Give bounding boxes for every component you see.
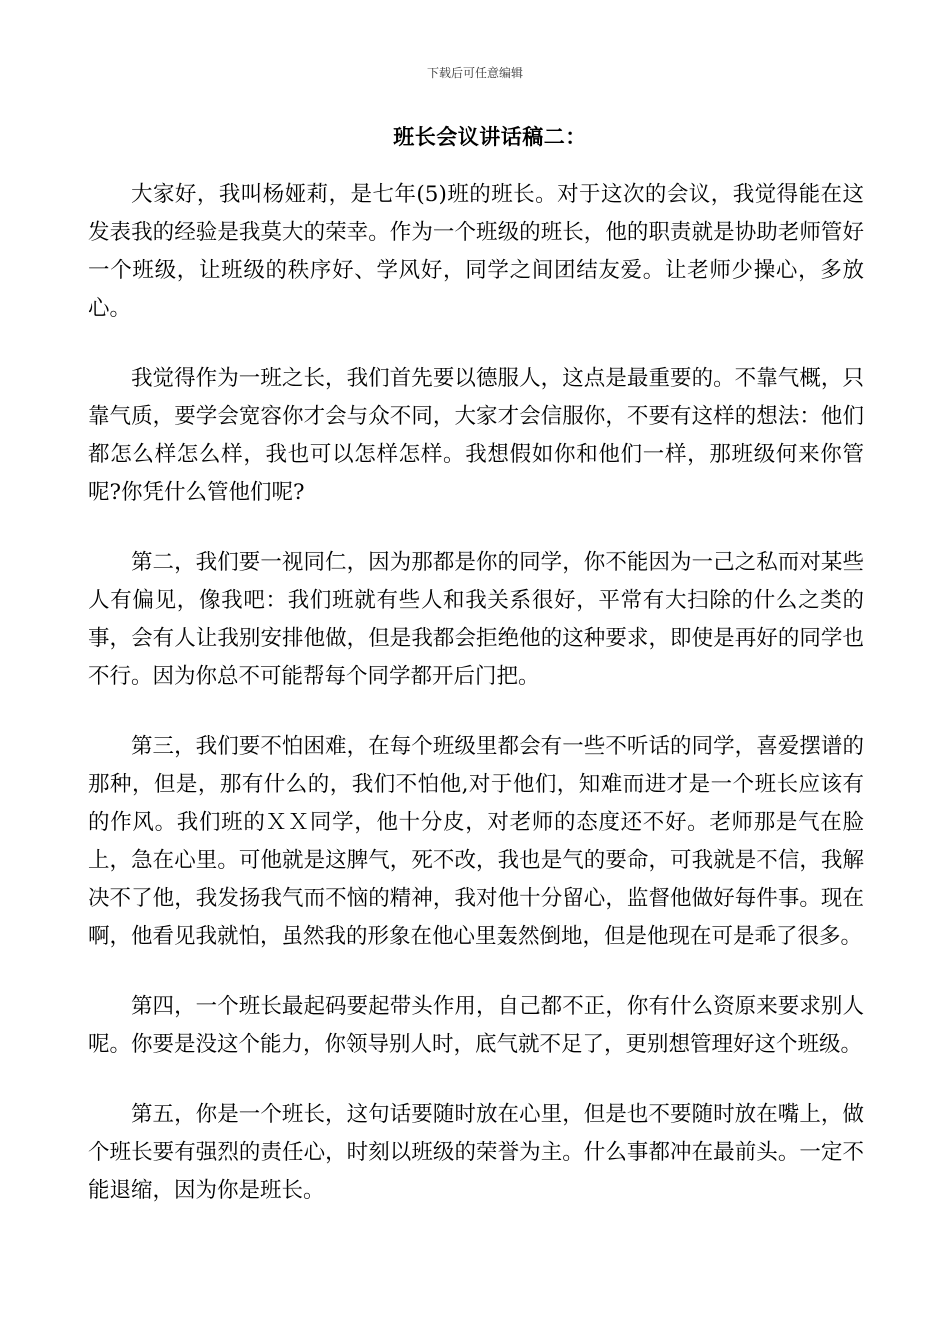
paragraph-6: 第五，你是一个班长，这句话要随时放在心里，但是也不要随时放在嘴上，做个班长要有强烈的责任心，时刻以班级的荣誉为主。什么事都冲在最前头。一定不能退缩，因为你是班长。 <box>88 1102 864 1203</box>
header-note: 下载后可任意编辑 <box>426 66 523 80</box>
document-body <box>88 176 864 1242</box>
paragraph-4: 第三，我们要不怕困难，在每个班级里都会有一些不听话的同学，喜爱摆谱的那种，但是，那有什么的，我们不怕他,对于他们，知难而进才是一个班长应该有的作风。我们班的ＸＸ同学，他十分皮，对老师的态度还不好。老师那是气在脸上，急在心里。可他就是这脾气，死不改，我也是气的要命，可我就是不信，我解决不了他，我发扬我气而不恼的精神，我对他十分留心，监督他做好每件事。现在啊，他看见我就怕，虽然我的形象在他心里轰然倒地，但是他现在可是乖了很多。 <box>88 734 864 949</box>
paragraph-3: 第二，我们要一视同仁，因为那都是你的同学，你不能因为一己之私而对某些人有偏见，像我吧：我们班就有些人和我关系很好，平常有大扫除的什么之类的事，会有人让我别安排他做，但是我都会拒绝他的这种要求，即使是再好的同学也不行。因为你总不可能帮每个同学都开后门把。 <box>88 550 864 689</box>
paragraph-2: 我觉得作为一班之长，我们首先要以德服人，这点是最重要的。不靠气概，只靠气质，要学会宽容你才会与众不同，大家才会信服你，不要有这样的想法：他们都怎么样怎么样，我也可以怎样怎样。我想假如你和他们一样，那班级何来你管呢?你凭什么管他们呢? <box>88 366 864 505</box>
paragraph-1: 大家好，我叫杨娅莉，是七年(5)班的班长。对于这次的会议，我觉得能在这发表我的经验是我莫大的荣幸。作为一个班级的班长，他的职责就是协助老师管好一个班级，让班级的秩序好、学风好，同学之间团结友爱。让老师少操心，多放心。 <box>88 182 864 321</box>
paragraph-5: 第四，一个班长最起码要起带头作用，自己都不正，你有什么资原来要求别人呢。你要是没这个能力，你领导别人时，底气就不足了，更别想管理好这个班级。 <box>88 994 864 1057</box>
document-title: 班长会议讲话稿二： <box>393 124 587 149</box>
